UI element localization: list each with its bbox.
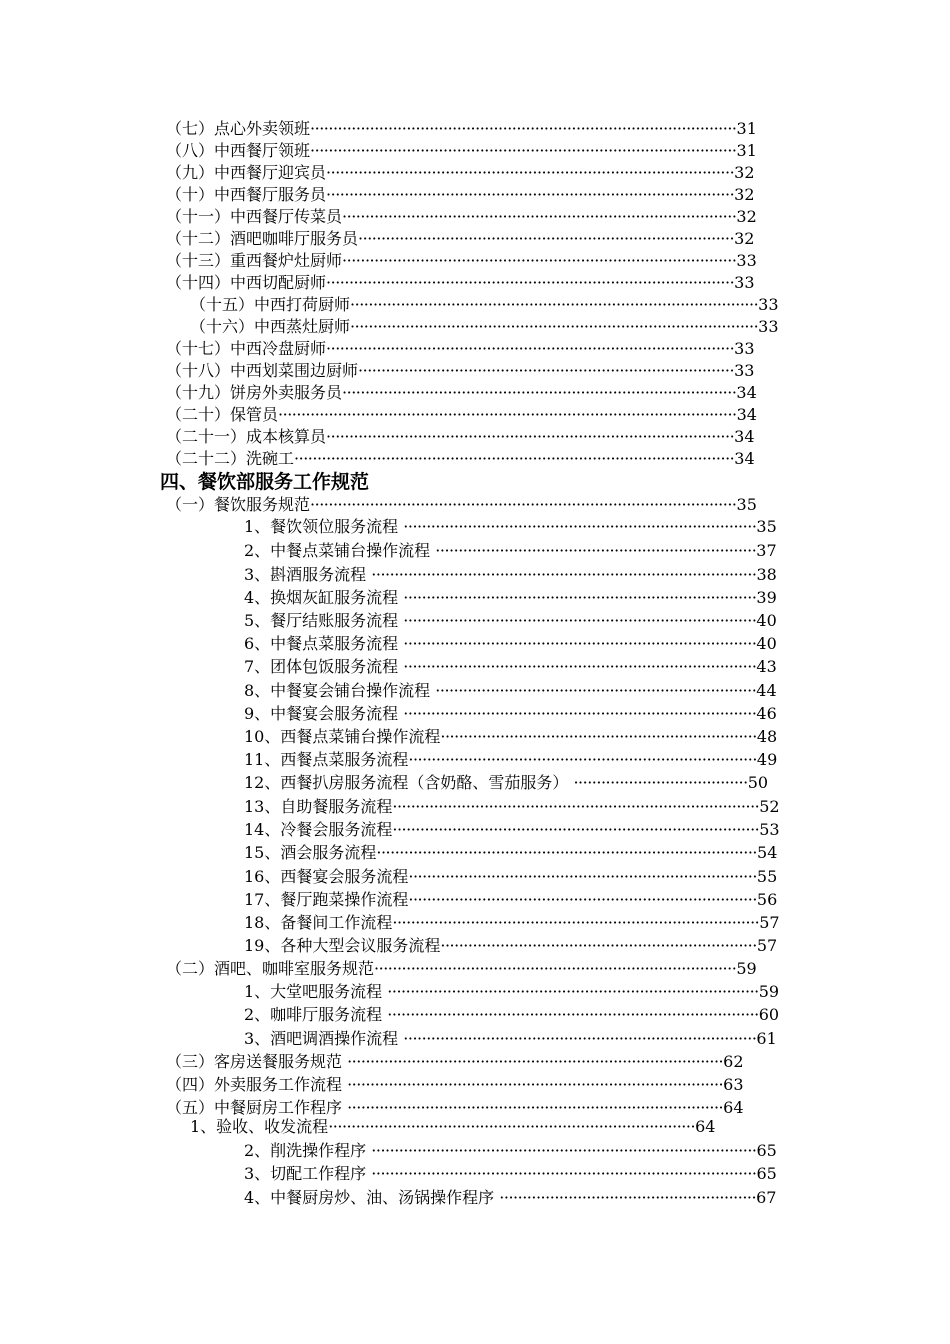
toc-entry[interactable]: [244, 842, 777, 863]
toc-entry-label: （十五）中西打荷厨师: [190, 295, 351, 314]
toc-entry[interactable]: [244, 935, 777, 956]
toc-entry[interactable]: [190, 316, 779, 337]
toc-entry-page: 35: [736, 495, 757, 514]
toc-leader-dots: ··················································································: [347, 1075, 724, 1094]
toc-entry-label: 18、备餐间工作流程: [244, 913, 393, 932]
toc-entry-label: 13、自助餐服务流程: [244, 797, 393, 816]
toc-entry-page: 33: [734, 339, 755, 358]
toc-leader-dots: ·························································································: [326, 427, 735, 446]
toc-leader-dots: ·············································································: [403, 611, 757, 630]
toc-entry[interactable]: [166, 382, 757, 403]
toc-entry-label: （十八）中西划菜围边厨师: [166, 361, 359, 380]
toc-entry[interactable]: [244, 587, 777, 608]
toc-entry-page: 33: [734, 273, 755, 292]
toc-entry[interactable]: [190, 294, 779, 315]
toc-leader-dots: ·············································································: [403, 657, 757, 676]
toc-entry-label: （七）点心外卖领班: [166, 119, 311, 138]
toc-leader-dots: ·························································································: [350, 295, 759, 314]
toc-entry[interactable]: [244, 796, 780, 817]
toc-leader-dots: ················································································: [392, 913, 760, 932]
toc-entry[interactable]: [244, 912, 780, 933]
toc-entry-label: 7、团体包饭服务流程: [244, 657, 404, 676]
toc-entry[interactable]: [166, 360, 754, 381]
toc-leader-dots: ···················································································: [376, 843, 758, 862]
toc-entry-page: 54: [757, 843, 778, 862]
toc-entry-page: 64: [723, 1098, 744, 1117]
toc-leader-dots: ····································································································: [278, 405, 737, 424]
toc-leader-dots: ············································································: [408, 890, 757, 909]
toc-entry[interactable]: [166, 272, 755, 293]
toc-entry-page: 32: [734, 185, 755, 204]
toc-entry-label: 4、换烟灰缸服务流程: [244, 588, 404, 607]
toc-entry-page: 65: [756, 1141, 777, 1160]
toc-entry-page: 33: [734, 361, 755, 380]
toc-entry-page: 38: [756, 565, 777, 584]
toc-entry[interactable]: [166, 1097, 744, 1118]
toc-leader-dots: ······················································································: [342, 251, 737, 270]
toc-leader-dots: ·············································································: [403, 1029, 757, 1048]
toc-entry-page: 31: [736, 141, 757, 160]
toc-entry-page: 48: [756, 727, 778, 746]
toc-entry[interactable]: [244, 1004, 779, 1025]
toc-entry[interactable]: [166, 1051, 744, 1072]
toc-entry[interactable]: [166, 250, 757, 271]
toc-entry[interactable]: [190, 1116, 715, 1137]
toc-leader-dots: ············································································: [408, 750, 757, 769]
toc-leader-dots: ·············································································: [403, 704, 757, 723]
toc-entry[interactable]: [166, 162, 755, 183]
toc-entry-label: （十二）酒吧咖啡厅服务员: [166, 229, 359, 248]
toc-leader-dots: ·························································································: [326, 273, 735, 292]
toc-leader-dots: ············································································: [408, 867, 757, 886]
toc-entry-label: 8、中餐宴会铺台操作流程: [244, 681, 436, 700]
toc-entry-page: 50: [747, 773, 769, 792]
toc-entry-page: 61: [756, 1029, 777, 1048]
toc-entry[interactable]: [244, 866, 777, 887]
toc-leader-dots: ······································································: [435, 681, 757, 700]
toc-entry[interactable]: [166, 404, 757, 425]
toc-entry-label: 2、削洗操作程序: [244, 1141, 372, 1160]
toc-entry[interactable]: [244, 516, 777, 537]
toc-entry[interactable]: [166, 1074, 744, 1095]
toc-entry-label: （十四）中西切配厨师: [166, 273, 327, 292]
section-heading: 四、餐饮部服务工作规范: [160, 471, 370, 493]
toc-entry-page: 34: [734, 449, 755, 468]
toc-entry-page: 34: [736, 383, 757, 402]
toc-entry-page: 56: [756, 890, 778, 909]
toc-entry[interactable]: [244, 610, 777, 631]
toc-entry[interactable]: [166, 338, 755, 359]
toc-leader-dots: ·············································································: [403, 517, 757, 536]
toc-entry-label: 9、中餐宴会服务流程: [244, 704, 404, 723]
toc-leader-dots: ················································································: [392, 797, 760, 816]
toc-entry-label: （十三）重西餐炉灶厨师: [166, 251, 343, 270]
toc-entry-page: 53: [759, 820, 780, 839]
toc-leader-dots: ·····································································: [440, 936, 757, 955]
toc-entry-page: 57: [756, 936, 778, 955]
toc-entry[interactable]: [244, 633, 777, 654]
toc-entry-label: 1、验收、收发流程: [190, 1117, 329, 1136]
toc-entry-page: 55: [756, 867, 778, 886]
toc-entry-label: 10、西餐点菜铺台操作流程: [244, 727, 441, 746]
toc-leader-dots: ································································································: [294, 449, 735, 468]
toc-entry[interactable]: [244, 656, 777, 677]
toc-entry-label: 3、切配工作程序: [244, 1164, 372, 1183]
toc-entry-label: 6、中餐点菜服务流程: [244, 634, 404, 653]
toc-entry-page: 64: [695, 1117, 716, 1136]
toc-entry[interactable]: [166, 118, 757, 139]
toc-entry[interactable]: [244, 703, 777, 724]
toc-entry[interactable]: [166, 140, 757, 161]
toc-entry[interactable]: [244, 1163, 777, 1184]
toc-leader-dots: ····················································································: [371, 1164, 757, 1183]
toc-leader-dots: ·············································································: [403, 588, 757, 607]
toc-entry-page: 59: [758, 982, 780, 1001]
toc-entry-page: 35: [756, 517, 777, 536]
toc-entry-page: 46: [756, 704, 777, 723]
toc-entry-page: 39: [756, 588, 777, 607]
toc-entry[interactable]: [244, 540, 777, 561]
toc-entry-label: （十六）中西蒸灶厨师: [190, 317, 351, 336]
toc-entry-page: 32: [736, 207, 757, 226]
toc-leader-dots: ················································································: [328, 1117, 696, 1136]
toc-leader-dots: ······································: [573, 773, 748, 792]
toc-entry-label: 1、大堂吧服务流程: [244, 982, 388, 1001]
toc-leader-dots: ·························································································: [350, 317, 759, 336]
toc-entry-label: （二十一）成本核算员: [166, 427, 327, 446]
toc-entry-label: （二十二）洗碗工: [166, 449, 295, 468]
toc-entry[interactable]: [244, 726, 777, 747]
toc-entry-page: 43: [756, 657, 777, 676]
toc-entry-label: 12、西餐扒房服务流程（含奶酪、雪茄服务）: [244, 773, 574, 792]
toc-leader-dots: ······················································································: [342, 383, 737, 402]
toc-leader-dots: ····················································································: [371, 565, 757, 584]
toc-leader-dots: ························································: [499, 1188, 757, 1207]
toc-entry[interactable]: [244, 1187, 776, 1208]
toc-leader-dots: ··················································································: [347, 1098, 724, 1117]
toc-entry-label: （九）中西餐厅迎宾员: [166, 163, 327, 182]
toc-leader-dots: ······································································: [435, 541, 757, 560]
toc-entry[interactable]: [166, 206, 757, 227]
toc-leader-dots: ····················································································: [371, 1141, 757, 1160]
toc-entry[interactable]: [244, 772, 768, 793]
toc-entry[interactable]: [244, 889, 777, 910]
toc-entry-label: 14、冷餐会服务流程: [244, 820, 393, 839]
toc-leader-dots: ·····························································································: [310, 141, 737, 160]
toc-entry-page: 52: [759, 797, 780, 816]
toc-leader-dots: ·················································································: [387, 1005, 759, 1024]
toc-entry-page: 33: [758, 317, 779, 336]
toc-entry[interactable]: [166, 426, 755, 447]
toc-entry-page: 49: [756, 750, 778, 769]
toc-entry-label: （二十）保管员: [166, 405, 279, 424]
toc-entry-label: 4、中餐厨房炒、油、汤锅操作程序: [244, 1188, 500, 1207]
toc-entry-page: 37: [756, 541, 777, 560]
toc-leader-dots: ······················································································: [342, 207, 737, 226]
toc-entry-page: 34: [734, 427, 755, 446]
toc-entry-page: 60: [758, 1005, 780, 1024]
toc-entry-label: 3、斟酒服务流程: [244, 565, 372, 584]
toc-entry[interactable]: [166, 228, 754, 249]
toc-entry-label: （四）外卖服务工作流程: [166, 1075, 348, 1094]
toc-entry[interactable]: [244, 981, 779, 1002]
toc-leader-dots: ··················································································: [358, 229, 735, 248]
toc-entry[interactable]: [166, 958, 757, 979]
toc-entry-label: （八）中西餐厅领班: [166, 141, 311, 160]
toc-leader-dots: ·························································································: [326, 339, 735, 358]
toc-entry[interactable]: [166, 494, 757, 515]
toc-entry-label: （十九）饼房外卖服务员: [166, 383, 343, 402]
toc-entry-label: （一）餐饮服务规范: [166, 495, 311, 514]
toc-entry[interactable]: [244, 1140, 777, 1161]
toc-entry-page: 63: [723, 1075, 744, 1094]
toc-entry[interactable]: [244, 680, 777, 701]
toc-entry-label: （十一）中西餐厅传菜员: [166, 207, 343, 226]
toc-entry-page: 40: [756, 634, 777, 653]
toc-leader-dots: ················································································: [392, 820, 760, 839]
toc-entry-page: 65: [756, 1164, 777, 1183]
toc-entry-label: 16、西餐宴会服务流程: [244, 867, 409, 886]
toc-entry[interactable]: [244, 564, 777, 585]
toc-entry[interactable]: [166, 184, 755, 205]
toc-entry-page: 33: [758, 295, 779, 314]
toc-entry-label: 2、中餐点菜铺台操作流程: [244, 541, 436, 560]
toc-entry-label: （三）客房送餐服务规范: [166, 1052, 348, 1071]
toc-entry-label: 17、餐厅跑菜操作流程: [244, 890, 409, 909]
toc-entry-page: 33: [736, 251, 757, 270]
toc-leader-dots: ·····························································································: [310, 119, 737, 138]
toc-leader-dots: ···············································································: [374, 959, 737, 978]
toc-entry-label: （五）中餐厨房工作程序: [166, 1098, 348, 1117]
toc-leader-dots: ·························································································: [326, 185, 735, 204]
toc-leader-dots: ·····································································: [440, 727, 757, 746]
toc-entry-page: 31: [736, 119, 757, 138]
toc-entry-label: （十）中西餐厅服务员: [166, 185, 327, 204]
toc-entry-label: （十七）中西冷盘厨师: [166, 339, 327, 358]
toc-leader-dots: ··················································································: [358, 361, 735, 380]
toc-entry-label: 5、餐厅结账服务流程: [244, 611, 404, 630]
toc-leader-dots: ··················································································: [347, 1052, 724, 1071]
toc-leader-dots: ·························································································: [326, 163, 735, 182]
toc-entry-label: 15、酒会服务流程: [244, 843, 377, 862]
toc-entry-page: 34: [736, 405, 757, 424]
toc-entry-label: 11、西餐点菜服务流程: [244, 750, 409, 769]
toc-leader-dots: ·················································································: [387, 982, 759, 1001]
toc-entry-label: 1、餐饮领位服务流程: [244, 517, 404, 536]
toc-entry[interactable]: [244, 749, 777, 770]
toc-entry-label: 19、各种大型会议服务流程: [244, 936, 441, 955]
toc-entry-page: 67: [756, 1188, 777, 1207]
toc-entry-page: 40: [756, 611, 777, 630]
toc-entry-label: 3、酒吧调酒操作流程: [244, 1029, 404, 1048]
toc-entry-page: 57: [759, 913, 780, 932]
toc-entry[interactable]: [166, 448, 755, 469]
toc-entry[interactable]: [244, 1028, 777, 1049]
toc-entry-page: 32: [734, 229, 755, 248]
toc-entry[interactable]: [244, 819, 780, 840]
toc-leader-dots: ·····························································································: [310, 495, 737, 514]
toc-entry-label: （二）酒吧、咖啡室服务规范: [166, 959, 375, 978]
toc-leader-dots: ·············································································: [403, 634, 757, 653]
toc-entry-page: 59: [736, 959, 757, 978]
toc-entry-page: 44: [756, 681, 777, 700]
toc-entry-page: 62: [723, 1052, 744, 1071]
toc-entry-page: 32: [734, 163, 755, 182]
toc-entry-label: 2、咖啡厅服务流程: [244, 1005, 388, 1024]
